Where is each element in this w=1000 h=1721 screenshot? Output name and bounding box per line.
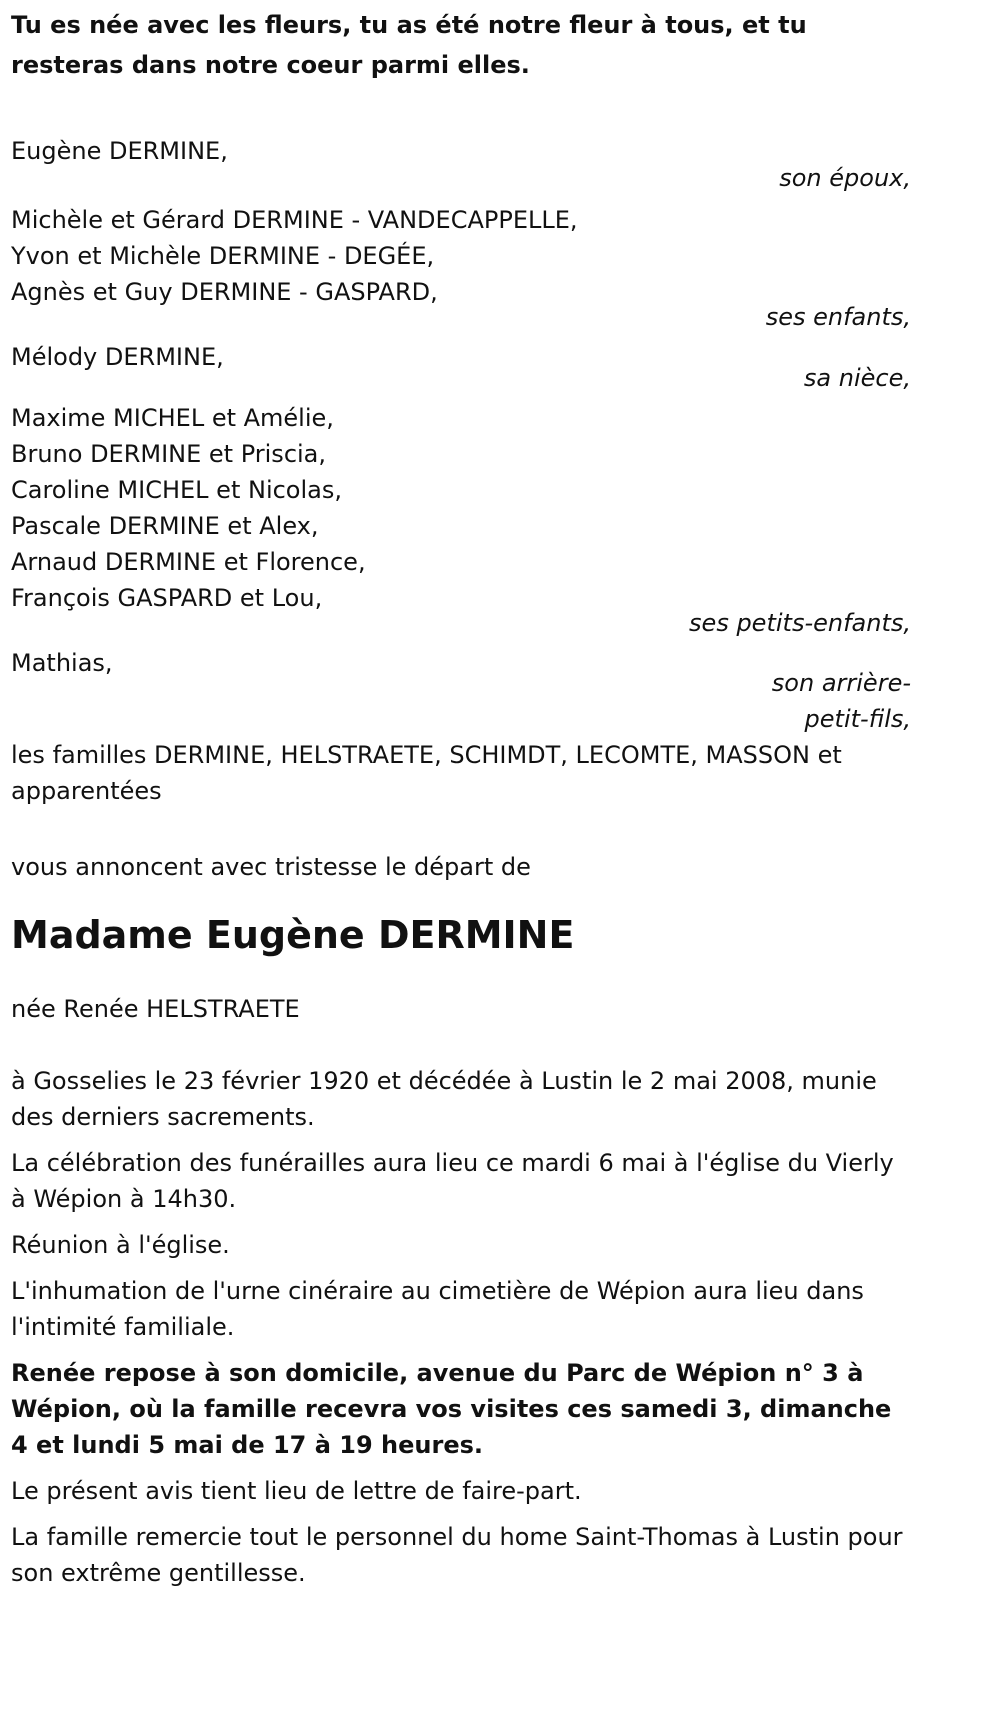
relation-label: ses petits-enfants, [689, 609, 911, 637]
family-group-spouse [11, 131, 911, 198]
paragraph-burial: L'inhumation de l'urne cinéraire au cimetière de Wépion aura lieu dans l'intimité familiale. [11, 1277, 864, 1341]
family-member: Caroline MICHEL et Nicolas, [11, 476, 342, 504]
family-member: Yvon et Michèle DERMINE - DEGÉE, [11, 242, 435, 270]
birth-name: née Renée HELSTRAETE [11, 995, 300, 1023]
paragraph-visitation: Renée repose à son domicile, avenue du Parc de Wépion n° 3 à Wépion, où la famille recevra vos visites ces samedi 3, dimanche 4 et lundi 5 mai de 17 à 19 heures. [11, 1359, 892, 1459]
family-group-great-grandson [11, 643, 911, 737]
paragraph-meeting: Réunion à l'église. [11, 1231, 230, 1259]
announcement-line: vous annoncent avec tristesse le départ de [11, 853, 531, 881]
relation-label: ses enfants, [765, 303, 911, 331]
paragraph-thanks: La famille remercie tout le personnel du home Saint-Thomas à Lustin pour son extrême gentillesse. [11, 1523, 903, 1587]
family-member: Maxime MICHEL et Amélie, [11, 404, 334, 432]
paragraph-funeral: La célébration des funérailles aura lieu ce mardi 6 mai à l'église du Vierly à Wépion à 14h30. [11, 1149, 894, 1213]
family-group-children [11, 202, 911, 337]
family-member: Michèle et Gérard DERMINE - VANDECAPPELLE, [11, 206, 578, 234]
relation-label: petit-fils, [804, 705, 911, 733]
family-group-grandchildren [11, 400, 911, 643]
family-member: François GASPARD et Lou, [11, 584, 323, 612]
relation-label: son arrière- [771, 669, 911, 697]
family-member: Bruno DERMINE et Priscia, [11, 440, 327, 468]
family-member: Pascale DERMINE et Alex, [11, 512, 319, 540]
family-member: Mathias, [11, 649, 113, 677]
family-member: Arnaud DERMINE et Florence, [11, 548, 366, 576]
paragraph-birth-death: à Gosselies le 23 février 1920 et décédée à Lustin le 2 mai 2008, munie des derniers sacrements. [11, 1067, 877, 1131]
epigraph: Tu es née avec les fleurs, tu as été notre fleur à tous, et tu resteras dans notre coeur parmi elles. [11, 11, 807, 79]
family-group-niece [11, 337, 911, 398]
family-member: Agnès et Guy DERMINE - GASPARD, [11, 278, 438, 306]
paragraph-notice: Le présent avis tient lieu de lettre de faire-part. [11, 1477, 582, 1505]
deceased-name: Madame Eugène DERMINE [11, 913, 575, 957]
relation-label: sa nièce, [803, 364, 911, 392]
family-member: Mélody DERMINE, [11, 343, 224, 371]
family-member: Eugène DERMINE, [11, 137, 228, 165]
families-line: les familles DERMINE, HELSTRAETE, SCHIMDT, LECOMTE, MASSON et apparentées [11, 741, 842, 805]
relation-label: son époux, [779, 164, 911, 192]
